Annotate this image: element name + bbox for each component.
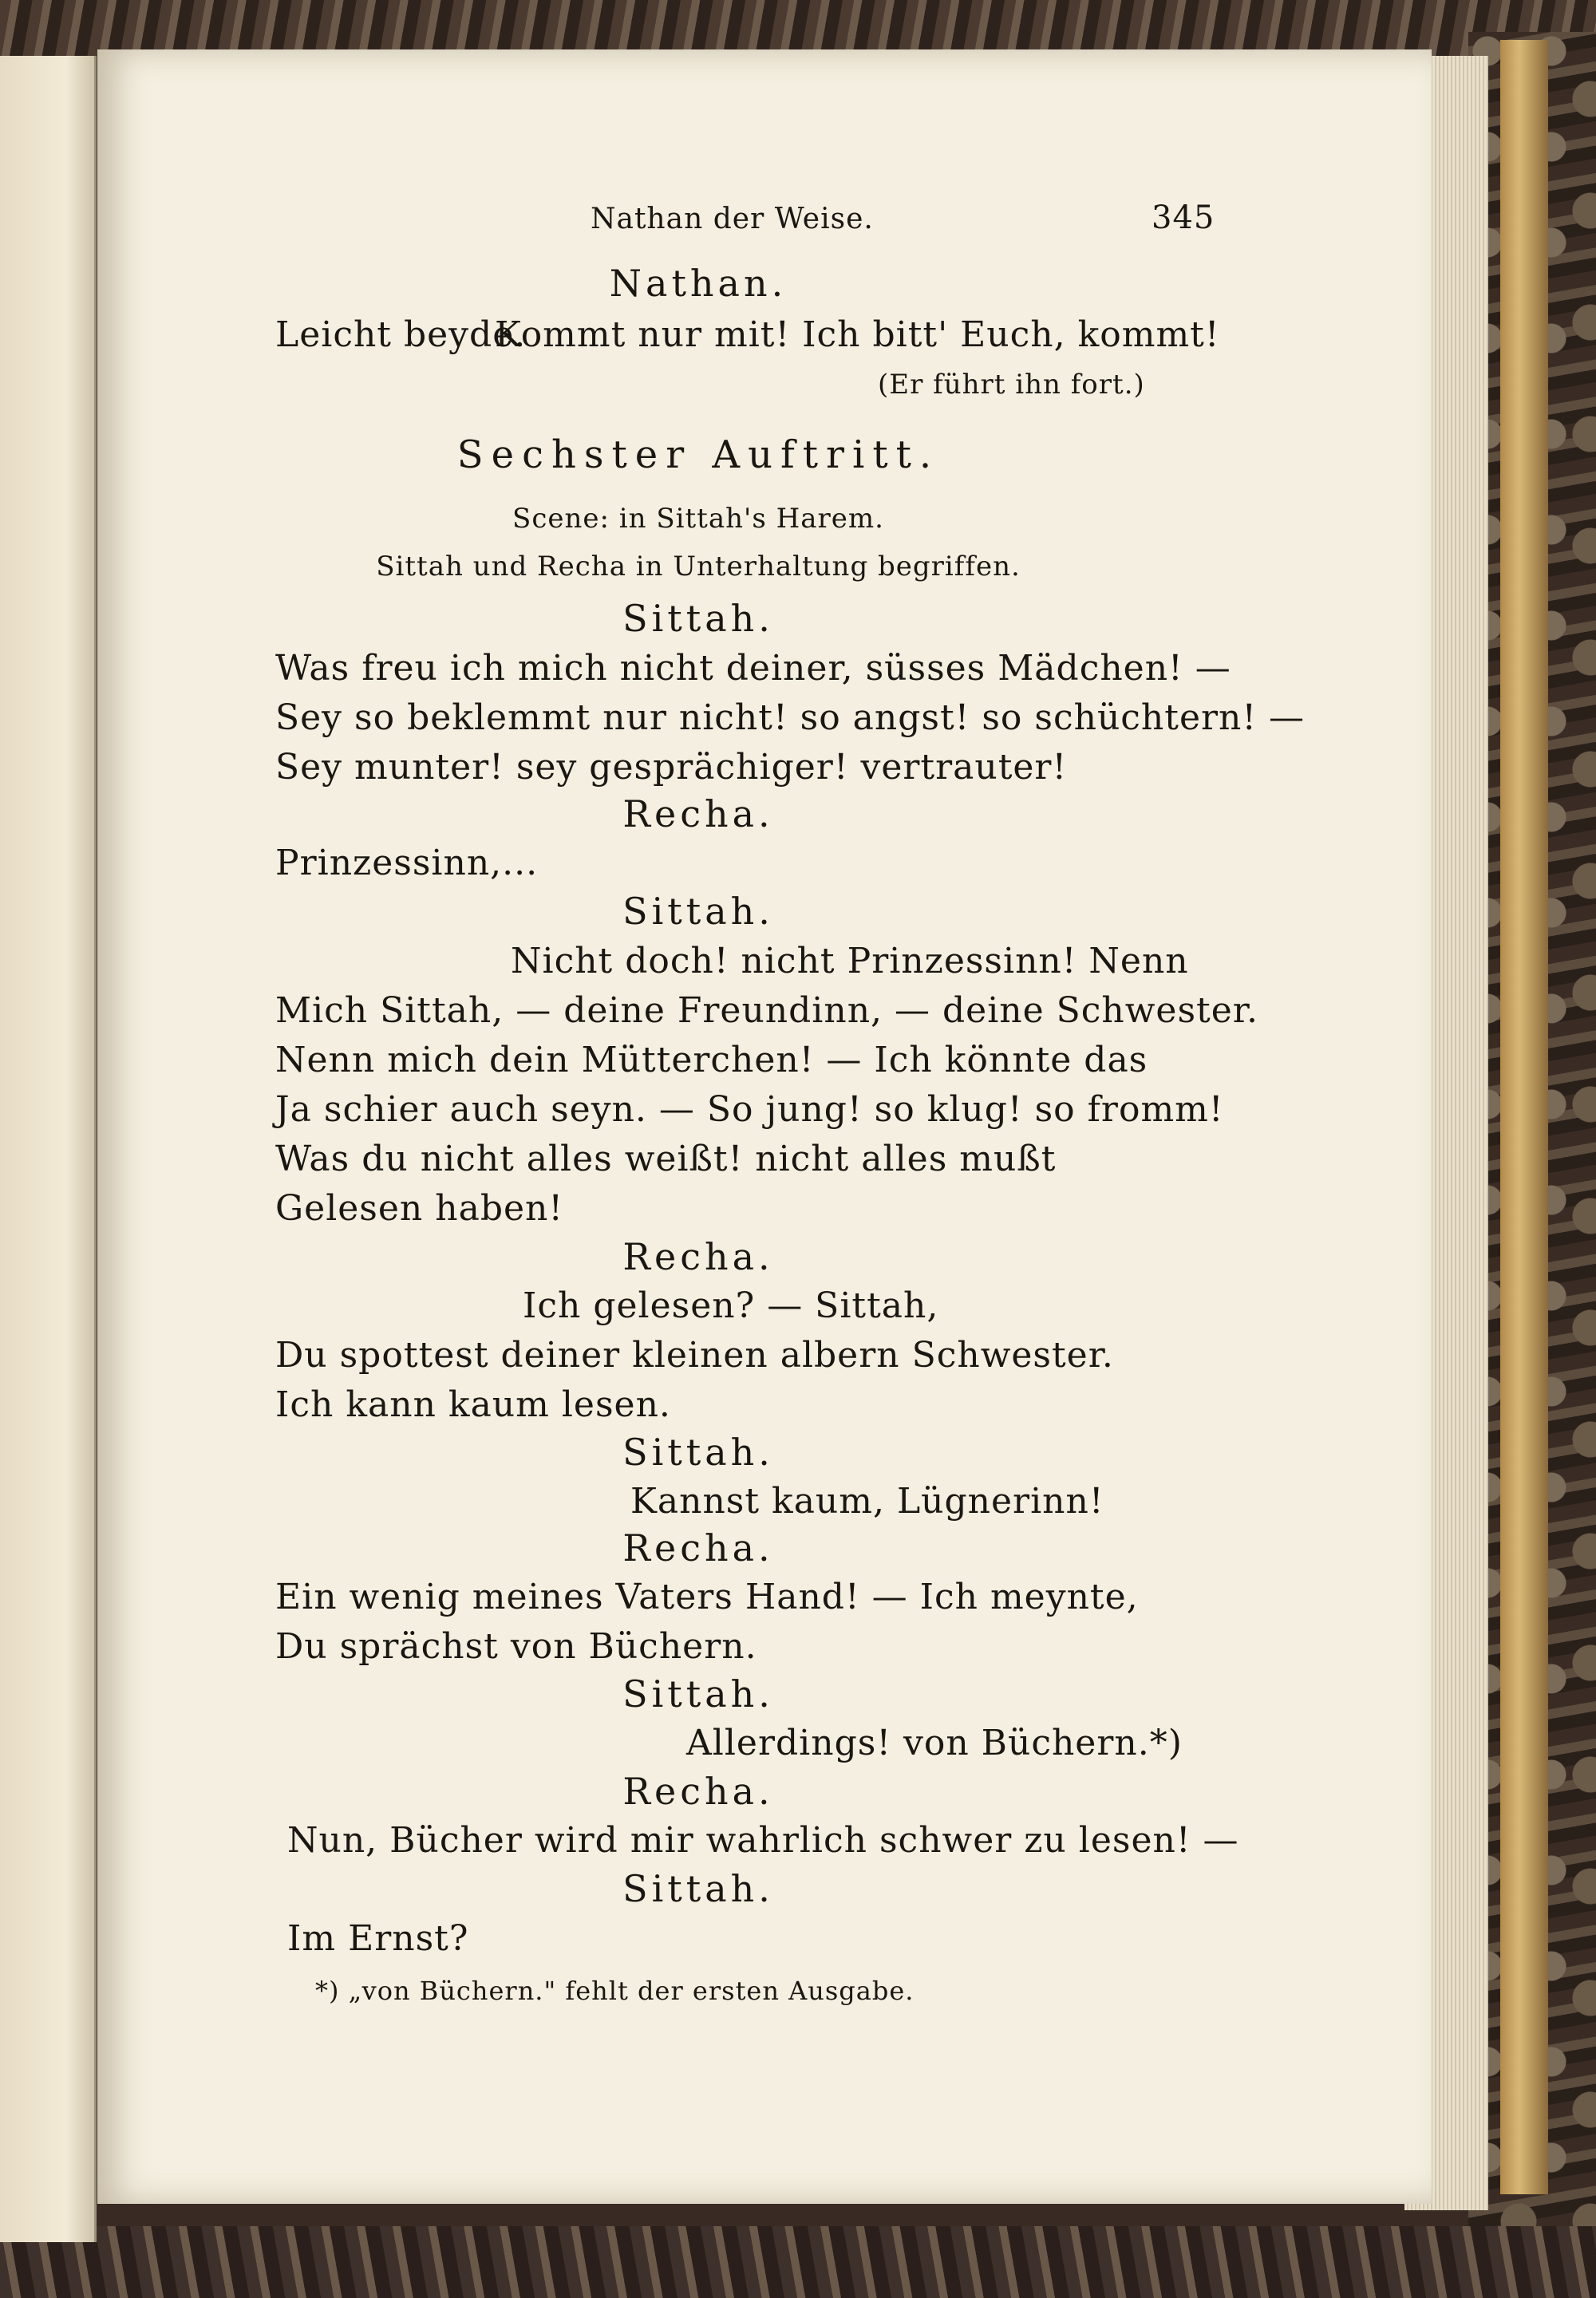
speaker-recha: Recha.	[622, 1770, 774, 1813]
verse-line: Was freu ich mich nicht deiner, süsses Mädchen! —	[275, 648, 1231, 689]
verse-line: Du spottest deiner kleinen albern Schwester.	[275, 1335, 1114, 1376]
speaker-sittah: Sittah.	[622, 1672, 774, 1716]
verse-line: Nenn mich dein Mütterchen! — Ich könnte das	[275, 1040, 1148, 1080]
verse-line: Nicht doch! nicht Prinzessinn! Nenn	[511, 941, 1189, 981]
verse-line: Leicht beyde.	[275, 314, 527, 355]
verse-line: Ein wenig meines Vaters Hand! — Ich meynte,	[275, 1577, 1139, 1617]
verse-line: Mich Sittah, — deine Freundinn, — deine Schwester.	[275, 990, 1258, 1031]
verse-line: Im Ernst?	[287, 1918, 469, 1959]
scene-description: Sittah und Recha in Unterhaltung begriffen.	[376, 551, 1021, 582]
verse-line: Ich kann kaum lesen.	[275, 1384, 671, 1425]
speaker-recha: Recha.	[622, 1526, 774, 1570]
page-number: 345	[1152, 199, 1215, 236]
book-cover-bottom	[0, 2226, 1596, 2298]
speaker-sittah: Sittah.	[622, 597, 774, 640]
scene-heading: Sechster Auftritt.	[456, 432, 940, 477]
running-title: Nathan der Weise.	[591, 203, 874, 235]
speaker-nathan: Nathan.	[609, 262, 788, 305]
verse-line: Sey so beklemmt nur nicht! so angst! so schüchtern! —	[275, 697, 1306, 738]
verse-line: Kannst kaum, Lügnerinn!	[630, 1481, 1104, 1522]
speaker-sittah: Sittah.	[622, 1431, 774, 1474]
verse-line: Gelesen haben!	[275, 1188, 564, 1229]
verse-line: Nun, Bücher wird mir wahrlich schwer zu lesen! —	[287, 1820, 1239, 1861]
speaker-sittah: Sittah.	[622, 890, 774, 933]
speaker-sittah: Sittah.	[622, 1867, 774, 1910]
verse-line: Prinzessinn,...	[275, 843, 539, 883]
stage-direction: (Er führt ihn fort.)	[878, 369, 1145, 401]
verse-line: Ja schier auch seyn. — So jung! so klug! so fromm!	[275, 1089, 1224, 1130]
verse-line: Du sprächst von Büchern.	[275, 1626, 757, 1667]
speaker-recha: Recha.	[622, 1235, 774, 1278]
verse-line: Allerdings! von Büchern.*)	[686, 1723, 1183, 1763]
verse-line: Sey munter! sey gesprächiger! vertrauter!	[275, 747, 1068, 788]
facing-page-edge	[0, 56, 97, 2242]
footnote: *) „von Büchern." fehlt der ersten Ausgabe.	[315, 1976, 915, 2006]
scene-location: Scene: in Sittah's Harem.	[512, 503, 884, 535]
verse-line: Ich gelesen? — Sittah,	[523, 1285, 939, 1326]
verse-line: Kommt nur mit! Ich bitt' Euch, kommt!	[495, 314, 1220, 355]
verse-line: Was du nicht alles weißt! nicht alles mußt	[275, 1139, 1057, 1179]
speaker-recha: Recha.	[622, 792, 774, 835]
book-cover-top	[0, 0, 1596, 56]
binding-edge	[1500, 40, 1548, 2194]
